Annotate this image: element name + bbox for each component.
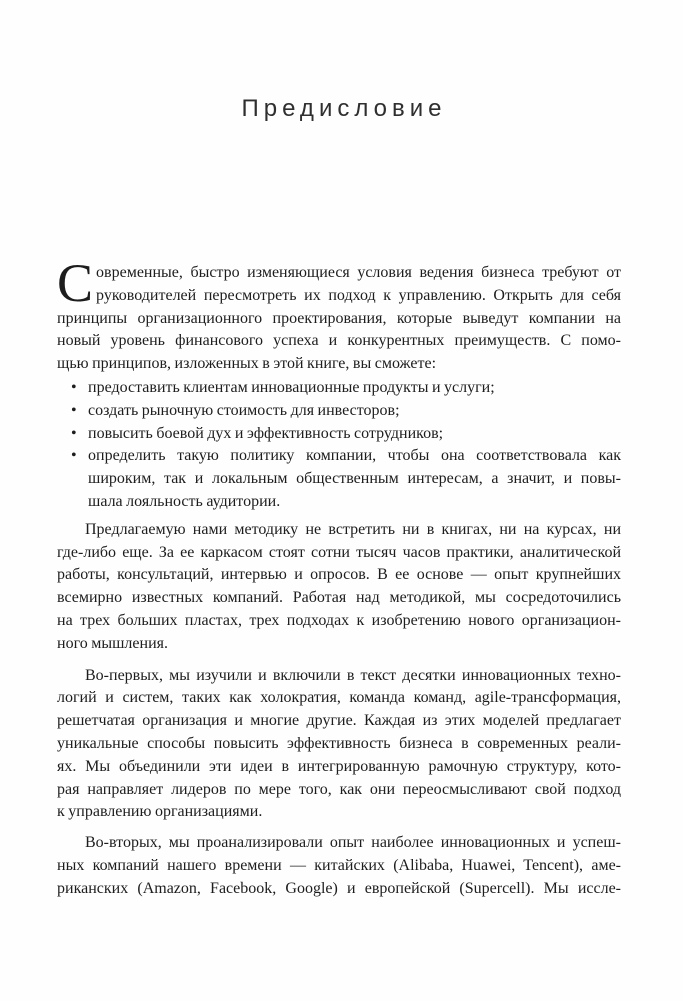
text-line: работы, консультаций, интервью и опросов. В ее основе — опыт крупнейших <box>57 566 621 584</box>
text-line: определить такую политику компании, чтобы она соответствовала как <box>88 447 621 465</box>
text-line: рая направляет лидеров по мере того, как они переосмысливают свой подход <box>57 780 621 798</box>
bullet-marker: • <box>71 447 77 465</box>
text-line: шала лояльность аудитории. <box>88 492 281 510</box>
text-line: ного мышления. <box>57 634 168 652</box>
page-title: Предисловие <box>241 95 447 122</box>
text-line: овременные, быстро изменяющиеся условия ведения бизнеса требуют от <box>96 264 621 281</box>
paragraph <box>57 832 621 900</box>
bullet-item <box>57 423 621 446</box>
text-line: риканских (Amazon, Facebook, Google) и европейской (Supercell). Мы иссле- <box>57 879 621 897</box>
bullet-marker: • <box>71 424 77 442</box>
bullet-list <box>57 377 621 514</box>
bullet-item <box>57 445 621 513</box>
bullet-item <box>57 400 621 423</box>
text-line: повысить боевой дух и эффективность сотрудников; <box>88 424 444 442</box>
bullet-marker: • <box>71 378 77 396</box>
text-line: создать рыночную стоимость для инвесторов; <box>88 401 400 419</box>
text-line: уникальные способы повысить эффективность бизнеса в современных реали- <box>57 734 621 752</box>
body-text <box>57 253 621 901</box>
text-line: Во-вторых, мы проанализировали опыт наиболее инновационных и успеш- <box>85 834 621 852</box>
paragraph <box>57 665 621 825</box>
text-line: принципы организационного проектирования, которые выведут компании на <box>57 309 621 327</box>
text-line: всемирно известных компаний. Работая над методикой, мы сосредоточились <box>57 589 621 607</box>
text-line: широким, так и локальным общественным интересам, а значит, и повы- <box>88 470 621 488</box>
text-line: где-либо еще. За ее каркасом стоят сотни тысяч часов практики, аналитической <box>57 543 621 561</box>
text-line: ных компаний нашего времени — китайских (Alibaba, Huawei, Tencent), аме- <box>57 856 621 874</box>
text-line: Предлагаемую нами методику не встретить ни в книгах, ни на курсах, ни <box>85 520 621 538</box>
bullet-marker: • <box>71 401 77 419</box>
text-line: предоставить клиентам инновационные продукты и услуги; <box>88 378 495 396</box>
paragraph <box>57 253 621 376</box>
text-line: ях. Мы объединили эти идеи в интегрированную рамочную структуру, кото- <box>57 757 621 775</box>
text-line: на трех больших пластах, трех подходах к изобретению нового организацион- <box>57 611 621 629</box>
paragraph <box>57 519 621 656</box>
text-line: щью принципов, изложенных в этой книге, вы сможете: <box>57 355 437 373</box>
text-line: Во-первых, мы изучили и включили в текст десятки инновационных техно- <box>85 666 621 684</box>
drop-cap: С <box>57 253 94 313</box>
text-line: к управлению организациями. <box>57 803 263 821</box>
text-line: логий и систем, таких как холократия, команда команд, agile-трансформация, <box>57 689 621 707</box>
text-line: руководителей пересмотреть их подход к управлению. Открыть для себя <box>96 286 621 304</box>
bullet-item <box>57 377 621 400</box>
text-line: новый уровень финансового успеха и конкурентных преимуществ. С помо- <box>57 332 621 350</box>
text-line: решетчатая организация и многие другие. Каждая из этих моделей предлагает <box>57 712 621 730</box>
